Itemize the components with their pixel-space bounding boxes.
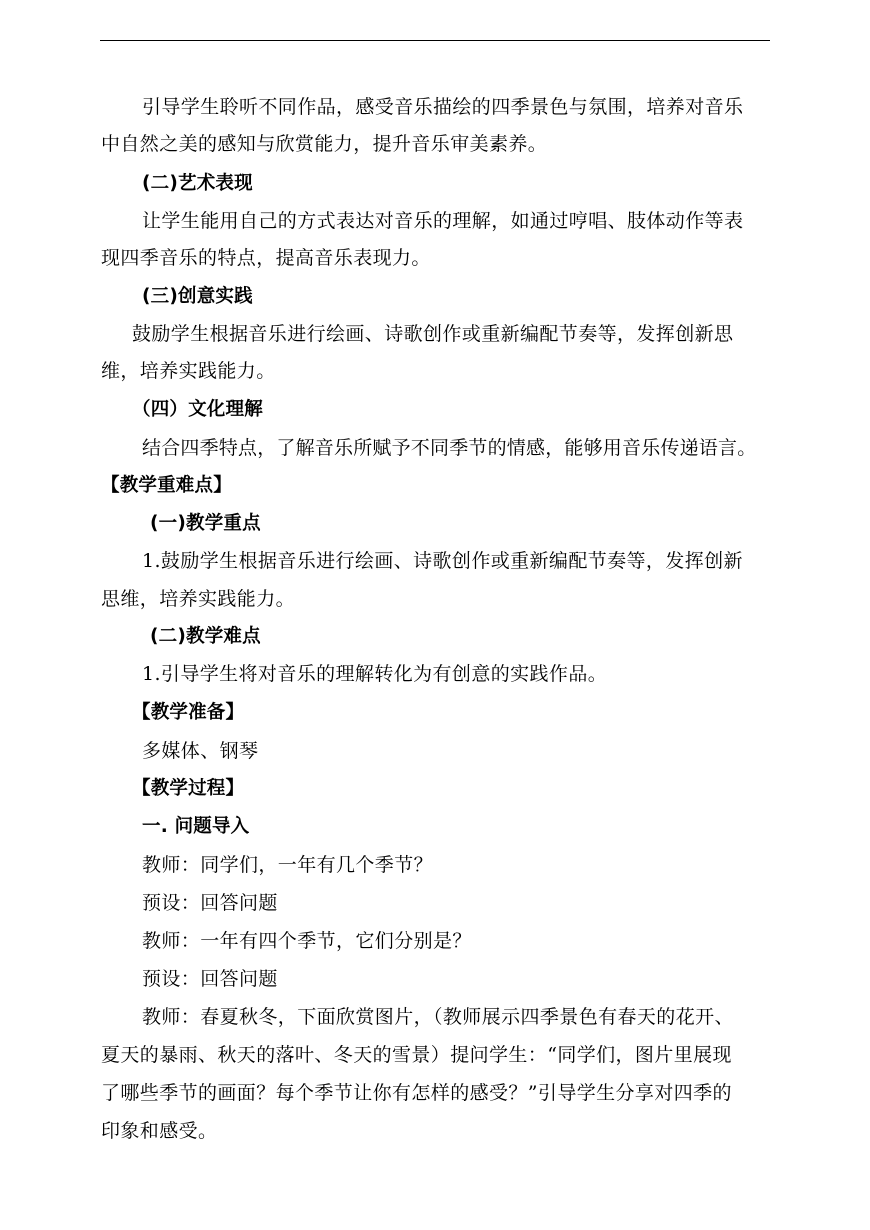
cultural-understanding-heading: （四）文化理解 <box>132 399 263 420</box>
difficult-points-text: 1.引导学生将对音乐的理解转化为有创意的实践作品。 <box>142 663 608 685</box>
final-paragraph-line-4: 印象和感受。 <box>101 1120 218 1142</box>
step1-heading: 一. 问题导入 <box>142 816 250 837</box>
creative-practice-heading: (三)创意实践 <box>142 286 253 307</box>
preparation-text: 多媒体、钢琴 <box>142 740 259 762</box>
dialogue-line-4: 预设：回答问题 <box>142 968 278 990</box>
art-expression-heading: (二)艺术表现 <box>142 173 253 194</box>
creative-practice-line-1: 鼓励学生根据音乐进行绘画、诗歌创作或重新编配节奏等，发挥创新思 <box>132 323 734 345</box>
cultural-understanding-text: 结合四季特点，了解音乐所赋予不同季节的情感，能够用音乐传递语言。 <box>142 437 757 459</box>
art-expression-line-1: 让学生能用自己的方式表达对音乐的理解，如通过哼唱、肢体动作等表 <box>142 210 744 232</box>
key-difficult-heading: 【教学重难点】 <box>101 475 232 496</box>
preparation-heading: 【教学准备】 <box>132 702 245 723</box>
difficult-points-heading: (二)教学难点 <box>150 626 261 647</box>
goals-aesthetic-line-2: 中自然之美的感知与欣赏能力，提升音乐审美素养。 <box>101 133 548 155</box>
goals-aesthetic-line-1: 引导学生聆听不同作品，感受音乐描绘的四季景色与氛围，培养对音乐 <box>142 96 744 118</box>
key-points-line-2: 思维，培养实践能力。 <box>101 588 296 610</box>
dialogue-line-3: 教师：一年有四个季节，它们分别是？ <box>142 930 472 952</box>
key-points-line-1: 1.鼓励学生根据音乐进行绘画、诗歌创作或重新编配节奏等，发挥创新 <box>142 550 743 572</box>
header-rule <box>100 40 770 41</box>
dialogue-line-1: 教师：同学们，一年有几个季节？ <box>142 854 434 876</box>
dialogue-line-2: 预设：回答问题 <box>142 892 278 914</box>
final-paragraph-line-1: 教师：春夏秋冬，下面欣赏图片，（教师展示四季景色有春天的花开、 <box>142 1006 734 1028</box>
final-paragraph-line-3: 了哪些季节的画面？每个季节让你有怎样的感受？”引导学生分享对四季的 <box>101 1082 732 1104</box>
art-expression-line-2: 现四季音乐的特点，提高音乐表现力。 <box>101 247 431 269</box>
key-points-heading: (一)教学重点 <box>150 513 261 534</box>
process-heading: 【教学过程】 <box>132 778 245 799</box>
creative-practice-line-2: 维，培养实践能力。 <box>101 360 276 382</box>
final-paragraph-line-2: 夏天的暴雨、秋天的落叶、冬天的雪景）提问学生：“同学们，图片里展现 <box>101 1044 732 1066</box>
